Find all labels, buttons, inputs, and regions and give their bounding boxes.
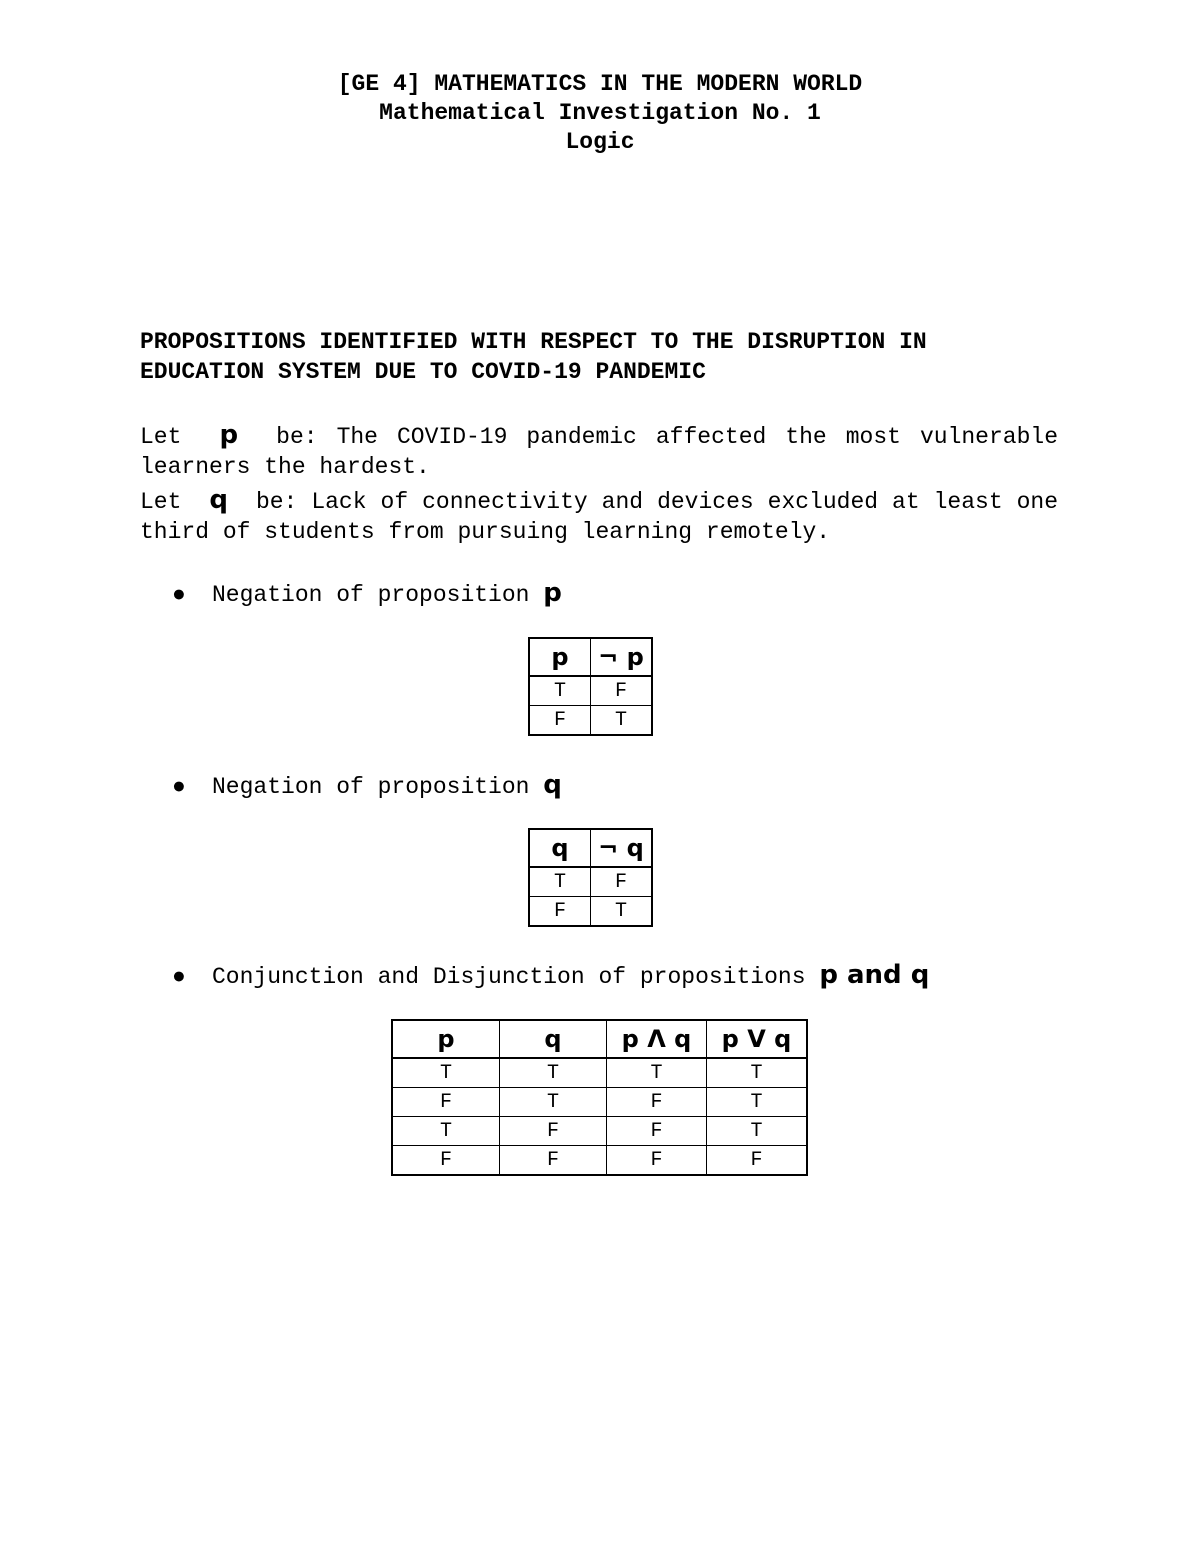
definition-q bbox=[140, 485, 1058, 547]
document-header bbox=[0, 70, 1200, 157]
table-cell: F bbox=[607, 1146, 707, 1176]
table-row bbox=[529, 867, 652, 897]
table-cell: F bbox=[591, 676, 653, 706]
table-header-row bbox=[392, 1020, 807, 1058]
table-row bbox=[392, 1058, 807, 1088]
investigation-title: Mathematical Investigation No. 1 bbox=[379, 100, 821, 126]
table-cell: F bbox=[392, 1146, 500, 1176]
course-title: [GE 4] MATHEMATICS IN THE MODERN WORLD bbox=[337, 71, 863, 97]
bullet-negation-q-text: Negation of proposition bbox=[212, 774, 530, 800]
table-row bbox=[529, 897, 652, 927]
definition-p-prefix: Let bbox=[140, 424, 182, 450]
table-cell: T bbox=[591, 897, 653, 927]
definition-q-symbol: q bbox=[209, 485, 228, 515]
table-row bbox=[529, 676, 652, 706]
section-title-line-2: EDUCATION SYSTEM DUE TO COVID-19 PANDEMIC bbox=[140, 359, 706, 385]
table-cell: F bbox=[529, 706, 591, 736]
table-header-cell: p V q bbox=[707, 1020, 808, 1058]
definition-q-text: be: Lack of connectivity and devices excluded at least one third of students from pursuing learning remotely. bbox=[140, 489, 1059, 545]
table-cell: T bbox=[707, 1117, 808, 1146]
table-cell: T bbox=[392, 1117, 500, 1146]
table-cell: F bbox=[392, 1088, 500, 1117]
bullet-negation-p-symbol: p bbox=[543, 578, 562, 608]
table-cell: F bbox=[607, 1088, 707, 1117]
definition-q-prefix: Let bbox=[140, 489, 182, 515]
table-cell: F bbox=[591, 867, 653, 897]
table-row bbox=[392, 1117, 807, 1146]
table-header-cell: ¬ p bbox=[591, 638, 653, 676]
definition-p-text: be: The COVID-19 pandemic affected the most vulnerable learners the hardest. bbox=[140, 424, 1058, 480]
section-title bbox=[140, 327, 1060, 387]
negation-q-table bbox=[528, 828, 653, 927]
table-header-row bbox=[529, 829, 652, 867]
table-header-cell: p bbox=[392, 1020, 500, 1058]
table-cell: F bbox=[500, 1146, 607, 1176]
table-cell: F bbox=[607, 1117, 707, 1146]
table-row bbox=[529, 706, 652, 736]
bullet-conjunction-disjunction-text: Conjunction and Disjunction of propositions bbox=[212, 964, 806, 990]
table-header-cell: q bbox=[500, 1020, 607, 1058]
table-cell: F bbox=[500, 1117, 607, 1146]
table-cell: F bbox=[529, 897, 591, 927]
negation-p-table bbox=[528, 637, 653, 736]
bullet-negation-q-symbol: q bbox=[543, 770, 562, 800]
definition-p-symbol: p bbox=[219, 420, 239, 450]
table-cell: T bbox=[500, 1088, 607, 1117]
table-header-row bbox=[529, 638, 652, 676]
bullet-conjunction-disjunction-symbol: p and q bbox=[819, 960, 930, 990]
table-header-cell: ¬ q bbox=[591, 829, 653, 867]
table-header-cell: q bbox=[529, 829, 591, 867]
table-cell: T bbox=[607, 1058, 707, 1088]
definition-p bbox=[140, 420, 1058, 482]
bullet-negation-q bbox=[172, 770, 562, 802]
table-cell: T bbox=[591, 706, 653, 736]
bullet-negation-p-text: Negation of proposition bbox=[212, 582, 530, 608]
table-cell: T bbox=[529, 676, 591, 706]
table-row bbox=[392, 1088, 807, 1117]
table-header-cell: p Λ q bbox=[607, 1020, 707, 1058]
bullet-icon: ● bbox=[172, 582, 186, 608]
table-cell: T bbox=[392, 1058, 500, 1088]
bullet-negation-p bbox=[172, 578, 562, 610]
table-row bbox=[392, 1146, 807, 1176]
table-cell: T bbox=[500, 1058, 607, 1088]
table-cell: T bbox=[707, 1058, 808, 1088]
table-header-cell: p bbox=[529, 638, 591, 676]
bullet-conjunction-disjunction bbox=[172, 960, 929, 992]
topic-title: Logic bbox=[565, 129, 635, 155]
table-cell: T bbox=[529, 867, 591, 897]
bullet-icon: ● bbox=[172, 964, 186, 990]
bullet-icon: ● bbox=[172, 774, 186, 800]
section-title-line-1: PROPOSITIONS IDENTIFIED WITH RESPECT TO THE DISRUPTION IN bbox=[140, 329, 927, 355]
table-cell: F bbox=[707, 1146, 808, 1176]
table-cell: T bbox=[707, 1088, 808, 1117]
conjunction-disjunction-table bbox=[391, 1019, 808, 1176]
